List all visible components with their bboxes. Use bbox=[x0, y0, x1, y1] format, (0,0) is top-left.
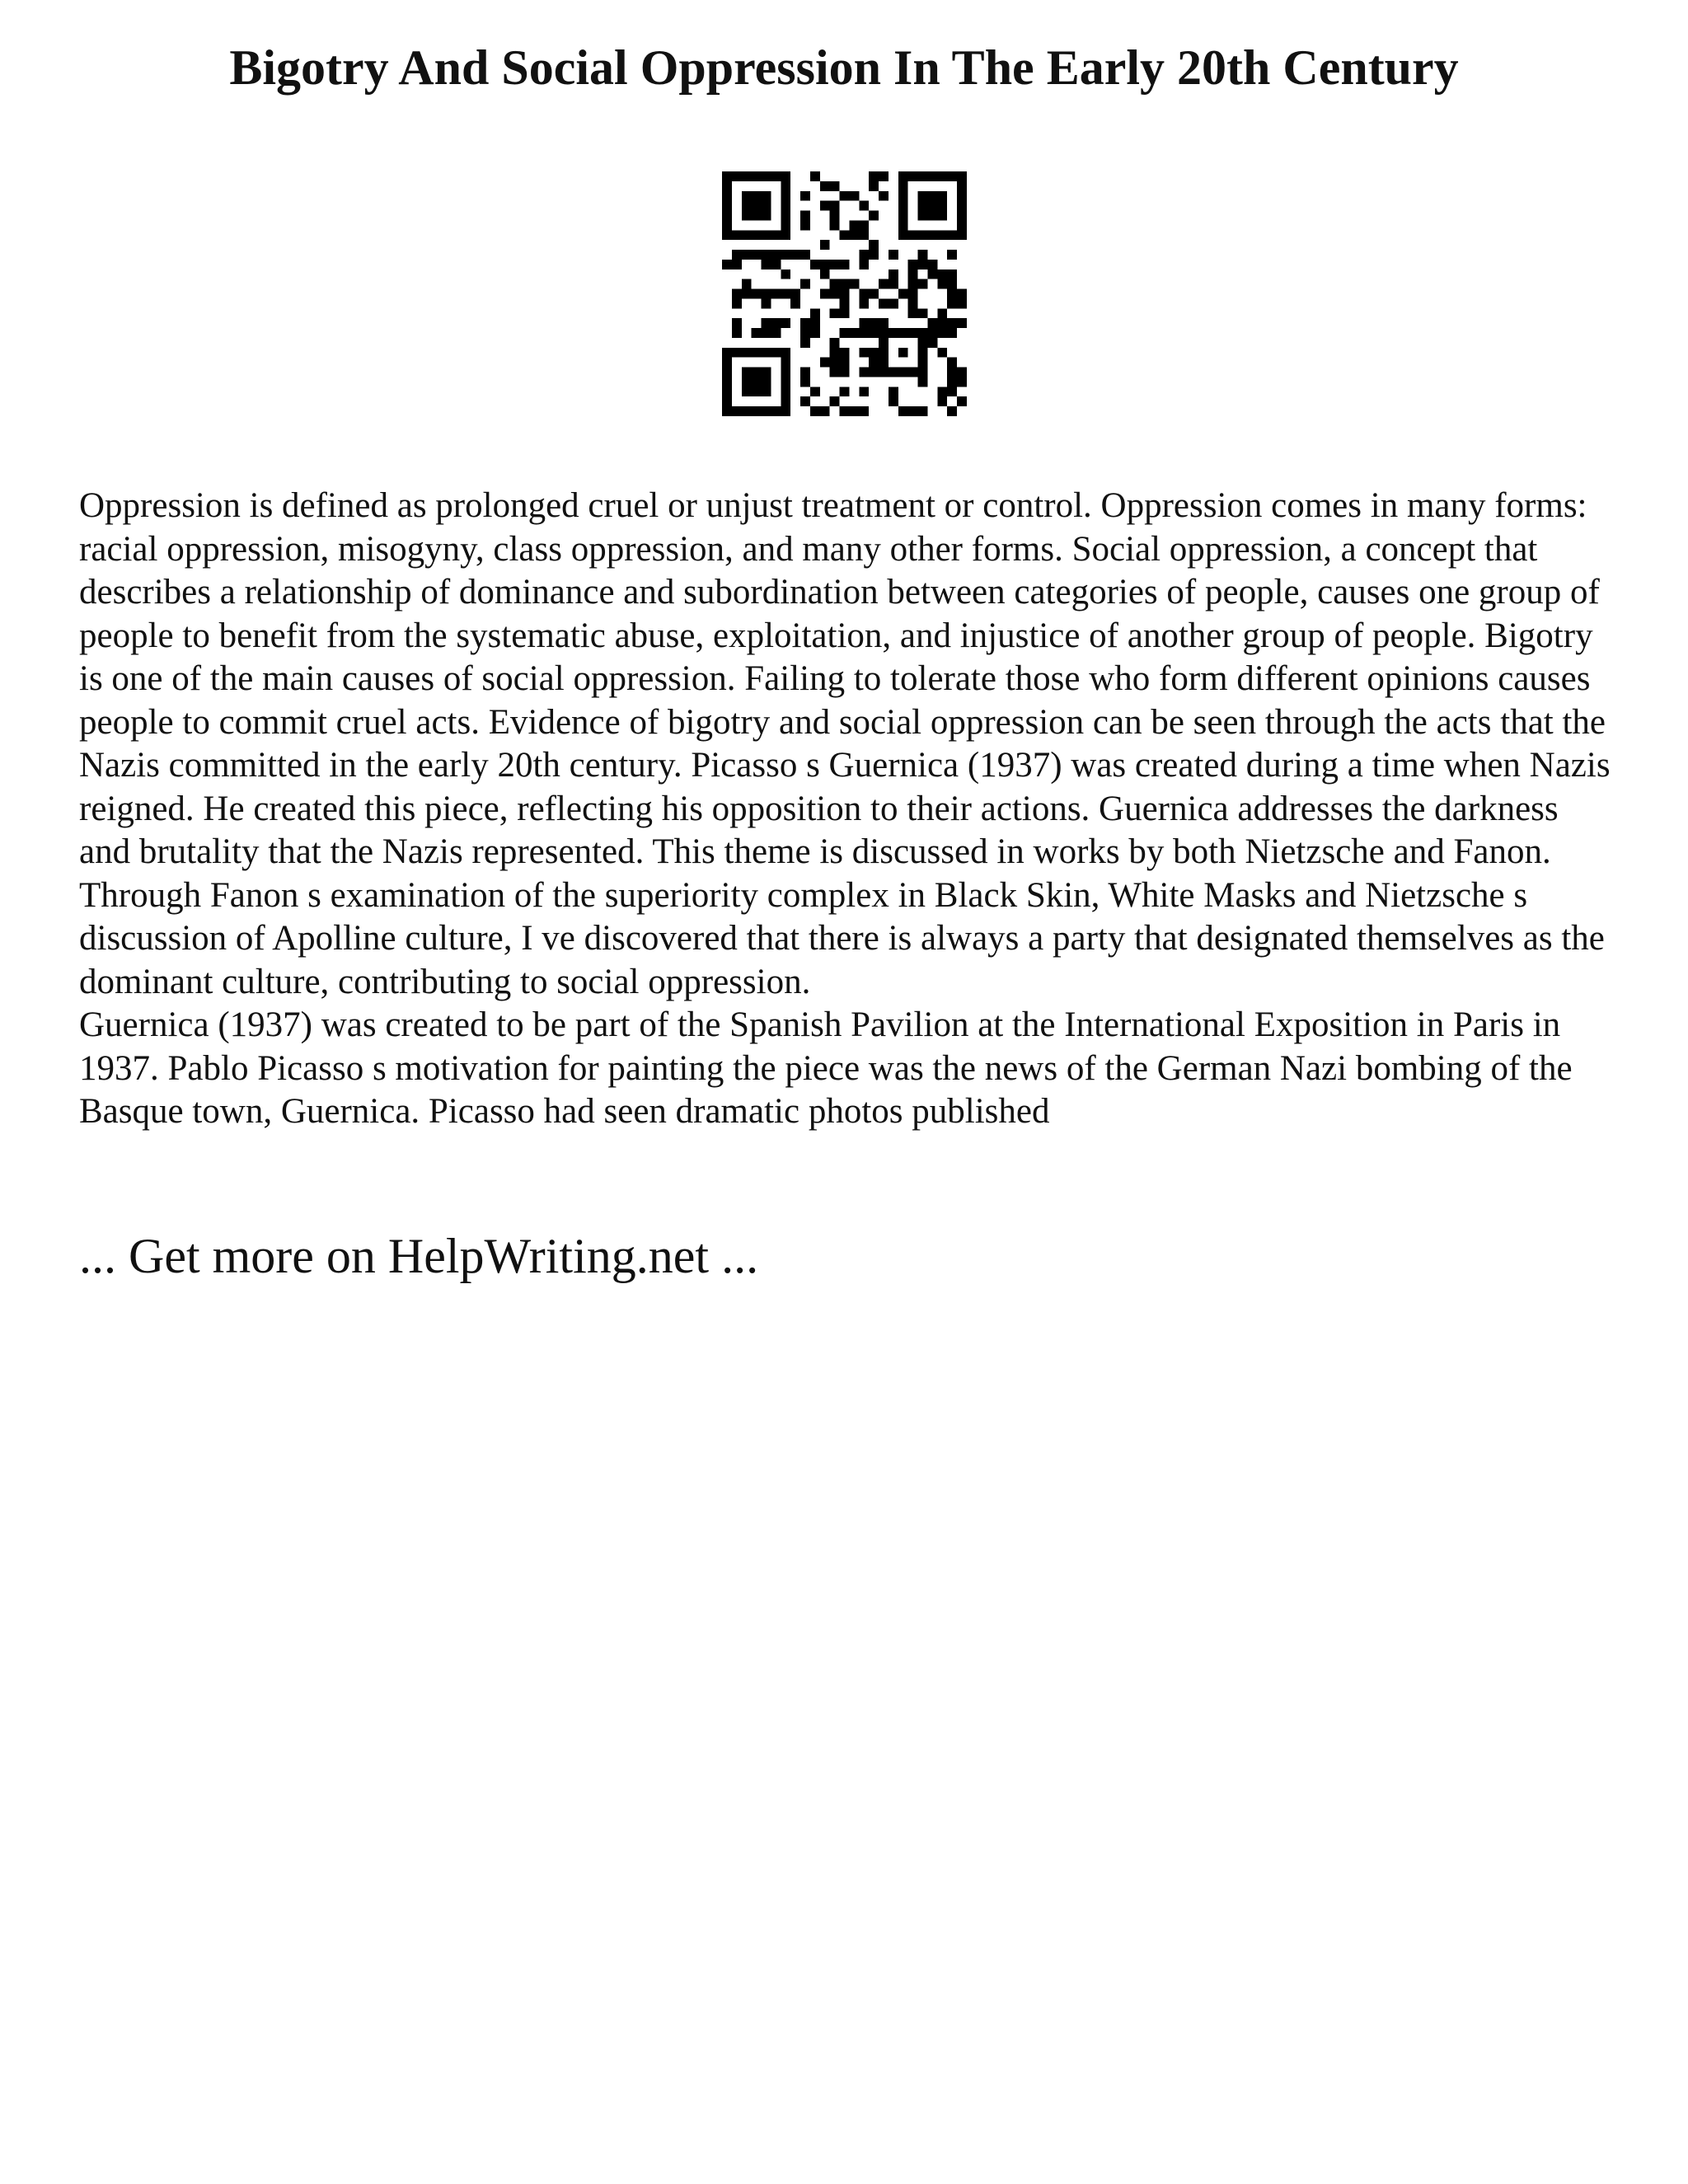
get-more-link[interactable]: ... Get more on HelpWriting.net ... bbox=[79, 1229, 759, 1283]
paragraph: Guernica (1937) was created to be part of the Spanish Pavilion at the International Exposition in Paris in 1937. Pablo Picasso s motivation for painting the piece was the news of the German Nazi bombing of the Basque town, Guernica. Picasso had seen dramatic photos published bbox=[79, 1005, 1573, 1131]
qr-code-icon bbox=[722, 171, 967, 416]
document-body bbox=[79, 485, 1612, 1134]
paragraph: Oppression is defined as prolonged cruel or unjust treatment or control. Oppression comes in many forms: racial oppression, misogyny, class oppression, and many other forms. Social oppression, a concept that describes a relationship of dominance and subordination between categories of people, causes one group of people to benefit from the systematic abuse, exploitation, and injustice of another group of people. Bigotry is one of the main causes of social oppression. Failing to tolerate those who form different opinions causes people to commit cruel acts. Evidence of bigotry and social oppression can be seen through the acts that the Nazis committed in the early 20th century. Picasso s Guernica (1937) was created during a time when Nazis reigned. He created this piece, reflecting his opposition to their actions. Guernica addresses the darkness and brutality that the Nazis represented. This theme is discussed in works by both Nietzsche and Fanon. Through Fanon s examination of the superiority complex in Black Skin, White Masks and Nietzsche s discussion of Apolline culture, I ve discovered that there is always a party that designated themselves as the dominant culture, contributing to social oppression. bbox=[79, 486, 1611, 1001]
document-title: Bigotry And Social Oppression In The Early 20th Century bbox=[229, 40, 1459, 95]
